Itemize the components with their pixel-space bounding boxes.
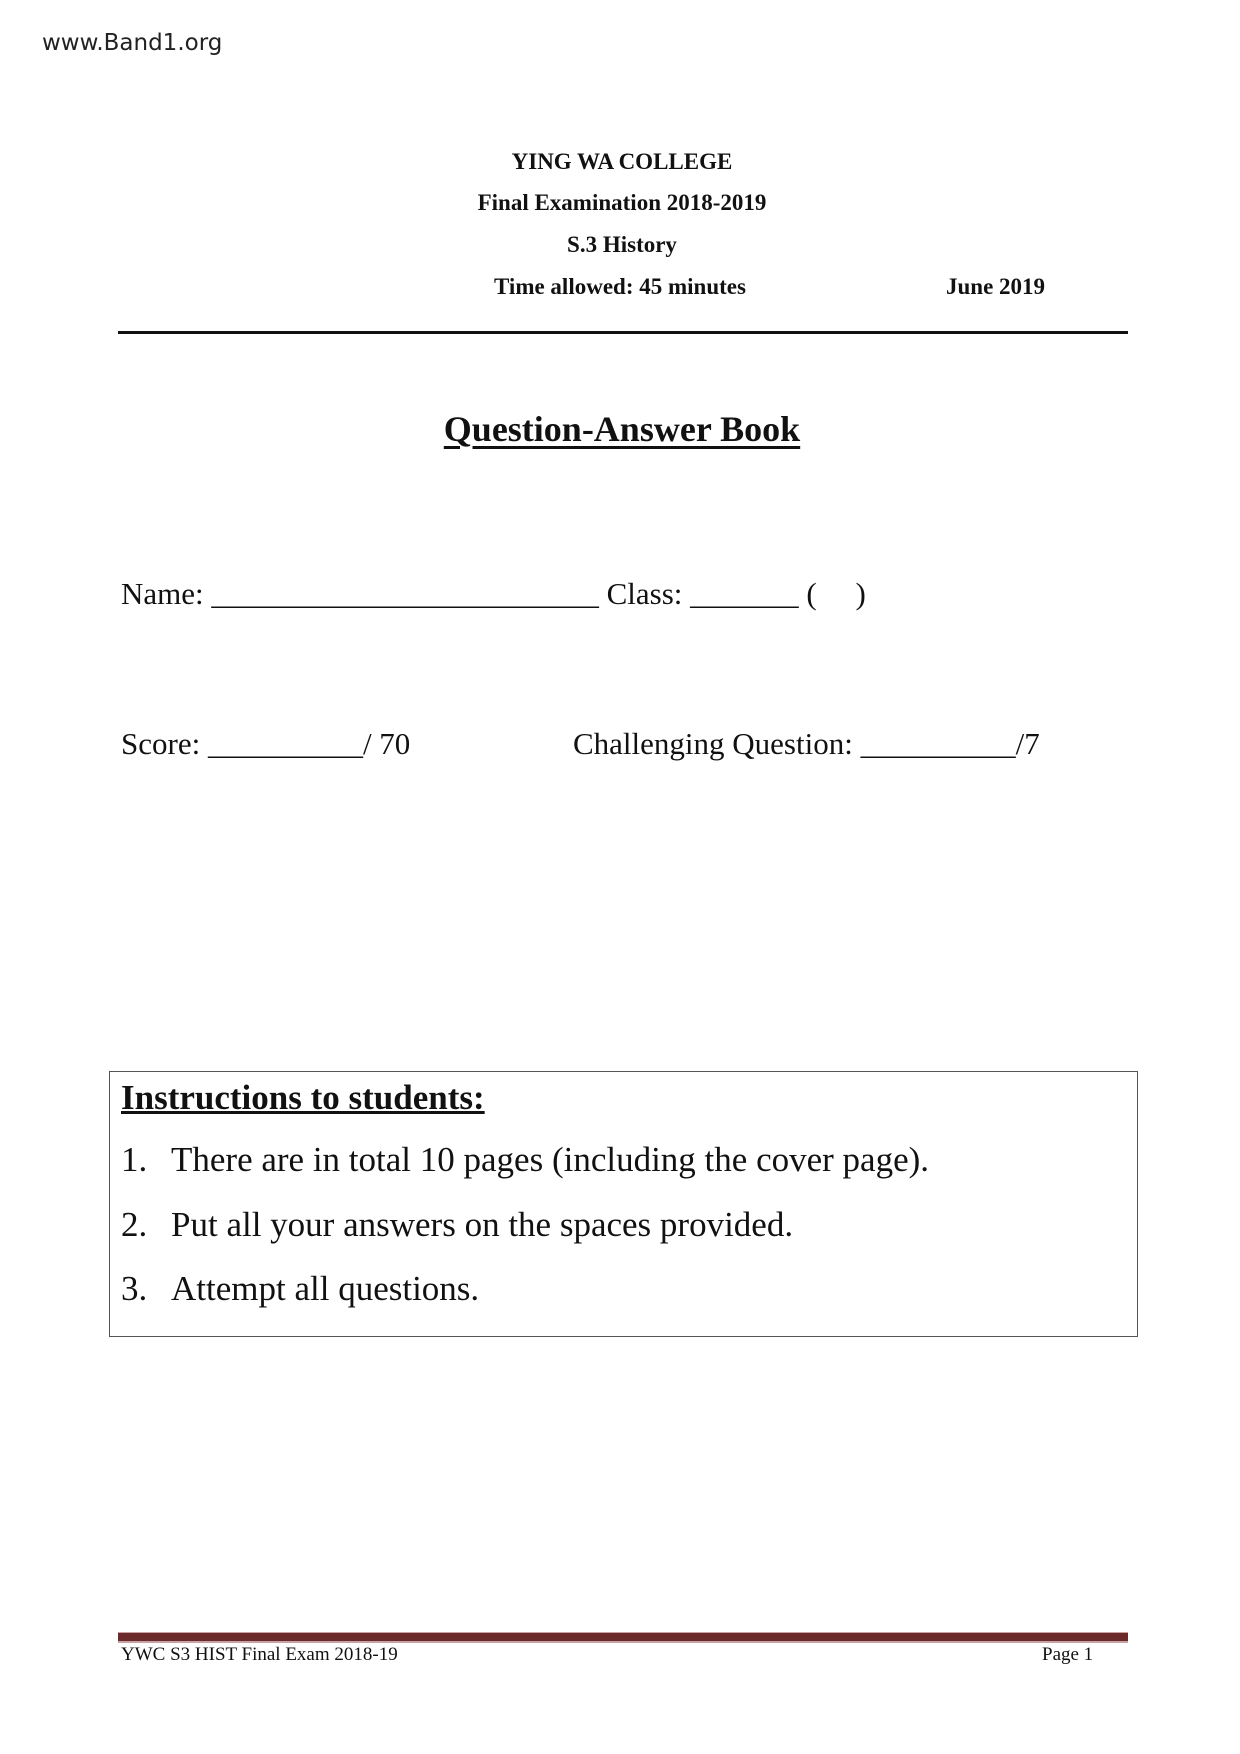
school-name: YING WA COLLEGE (511, 149, 733, 174)
footer-rule (118, 1632, 1128, 1643)
subject: S.3 History (567, 232, 677, 257)
page-number: Page 1 (1042, 1644, 1094, 1665)
score-field[interactable]: Score: __________/ 70 (121, 726, 411, 761)
exam-date: June 2019 (946, 274, 1046, 299)
watermark: www.Band1.org (42, 30, 223, 56)
instruction-number: 2. (121, 1205, 148, 1244)
instruction-text: Attempt all questions. (171, 1269, 480, 1308)
instruction-text: Put all your answers on the spaces provided. (171, 1205, 794, 1244)
header-rule (118, 331, 1128, 334)
instruction-text: There are in total 10 pages (including the cover page). (171, 1140, 930, 1179)
footer-left: YWC S3 HIST Final Exam 2018-19 (121, 1644, 398, 1665)
exam-title: Final Examination 2018-2019 (477, 190, 767, 215)
instruction-number: 3. (121, 1269, 148, 1308)
instructions-heading: Instructions to students: (121, 1078, 485, 1117)
instruction-number: 1. (121, 1140, 148, 1179)
challenging-question-field[interactable]: Challenging Question: __________/7 (573, 726, 1040, 761)
name-class-field[interactable]: Name: _________________________ Class: _______ ( ) (121, 576, 866, 611)
page-title: Question-Answer Book (443, 409, 801, 449)
time-allowed: Time allowed: 45 minutes (494, 274, 746, 299)
